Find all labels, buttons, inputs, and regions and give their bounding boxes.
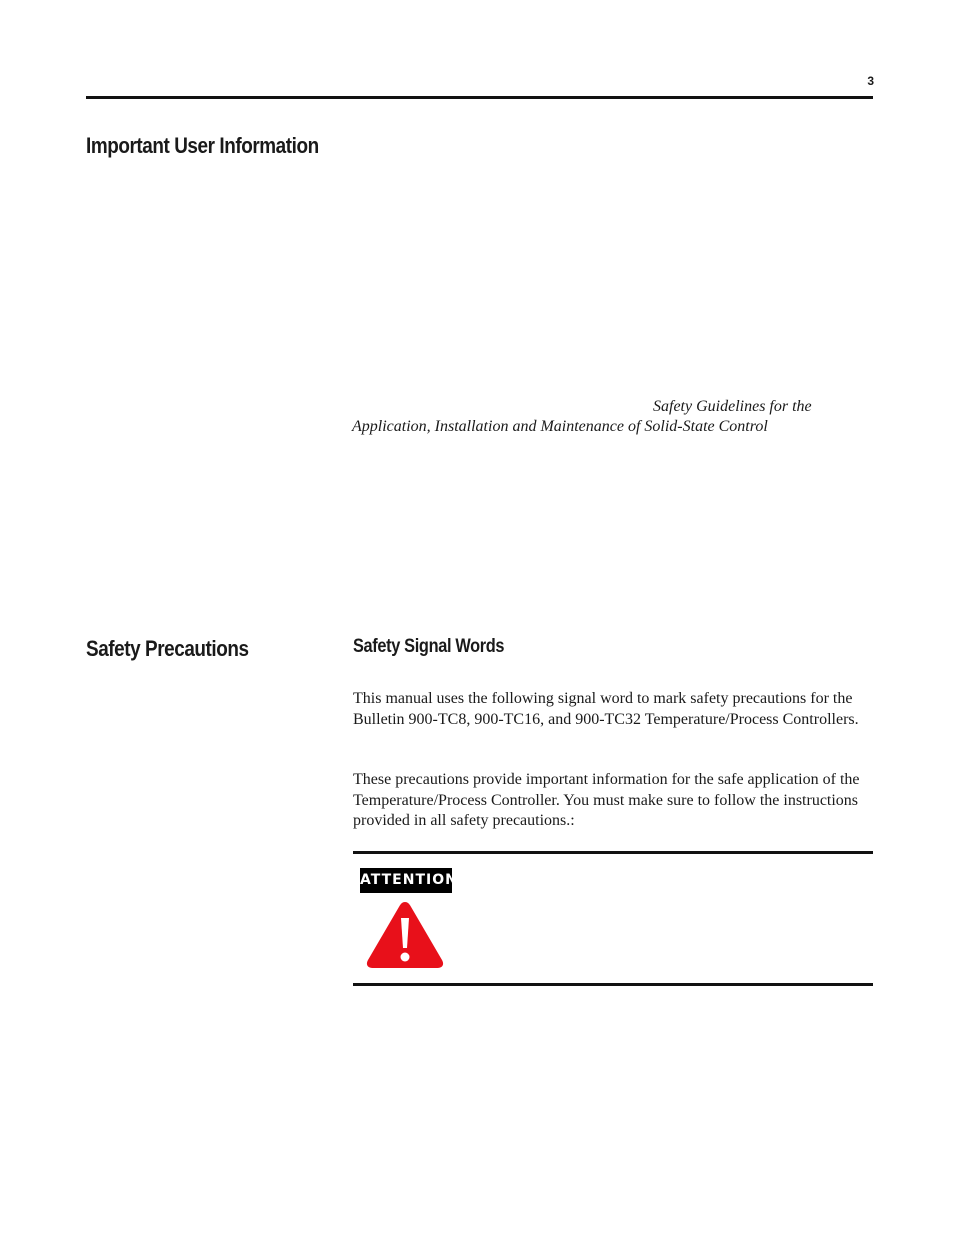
page-number: 3	[867, 74, 874, 88]
precautions-paragraph: These precautions provide important information for the safe application of the Temperature/Process Controller. You must make sure to follow the instructions provided in all safety precautions.:	[353, 771, 860, 829]
attention-box-top-rule	[353, 851, 873, 854]
warning-triangle-icon	[364, 898, 446, 972]
safety-guidelines-reference-line-2: Application, Installation and Maintenance of Solid-State Control	[352, 418, 768, 435]
signal-word-paragraph: This manual uses the following signal word to mark safety precautions for the Bulletin 900-TC8, 900-TC16, and 900-TC32 Temperature/Process Controllers.	[353, 690, 859, 728]
attention-box-bottom-rule	[353, 983, 873, 986]
exclamation-dot	[401, 953, 410, 962]
safety-precautions-heading: Safety Precautions	[86, 636, 249, 661]
header-rule	[86, 96, 873, 99]
important-user-information-heading: Important User Information	[86, 133, 319, 158]
safety-guidelines-reference-line-1: Safety Guidelines for the	[653, 398, 812, 415]
attention-label: ATTENTION	[360, 868, 452, 893]
safety-signal-words-subheading: Safety Signal Words	[353, 636, 505, 657]
